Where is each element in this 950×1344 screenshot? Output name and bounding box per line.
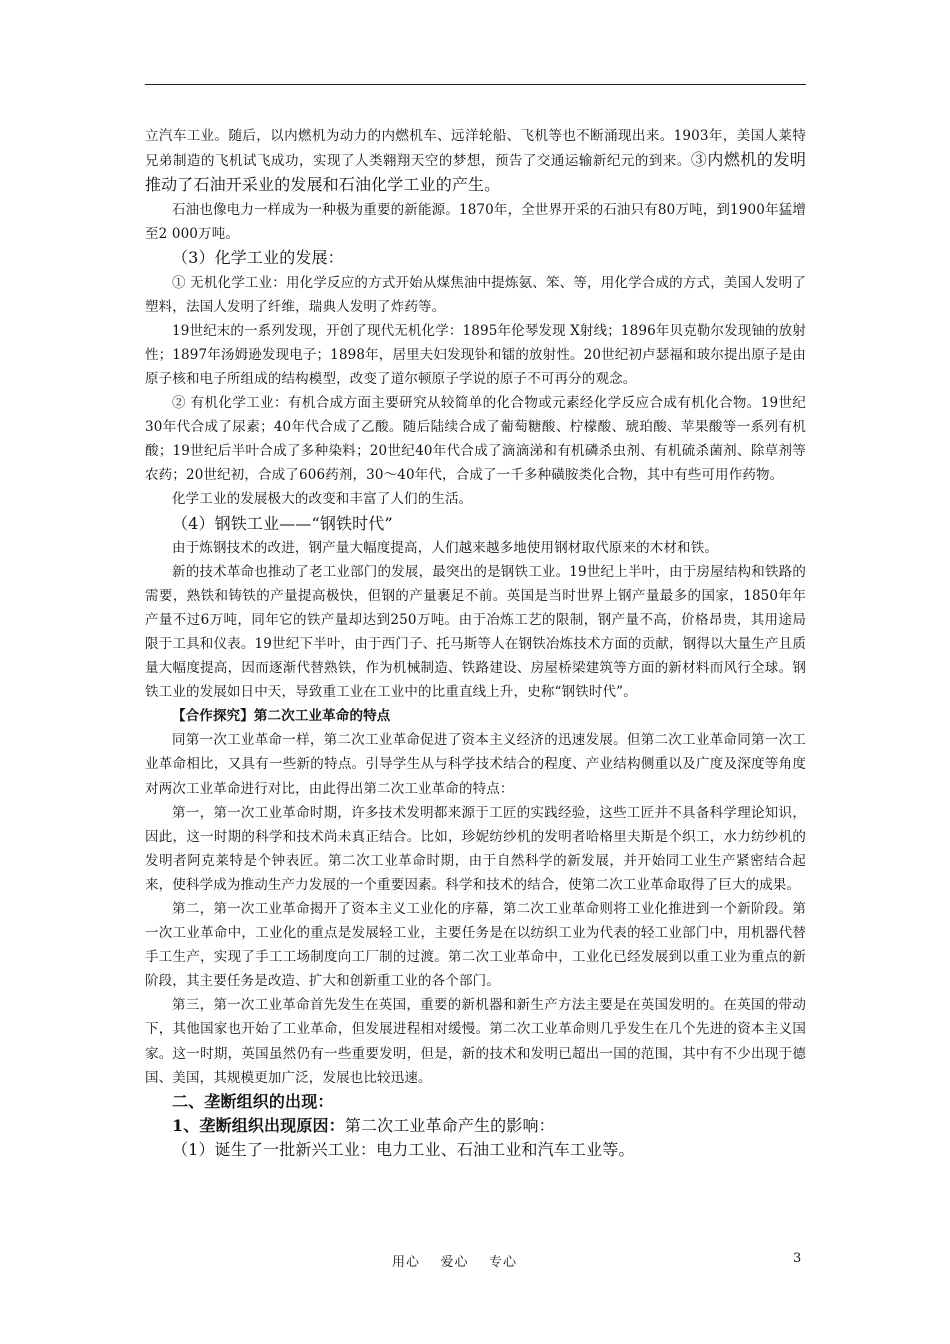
heading-monopoly-causes-rest: 第二次工业革命产生的影响：: [344, 1115, 555, 1135]
paragraph-discoveries: 19世纪末的一系列发现，开创了现代无机化学：1895年伦琴发现 X射线；1896年贝克勒尔发现铀的放射性；1897年汤姆逊发现电子；1898年，居里夫妇发现钋和镭的放射性。20世纪初卢瑟福和玻尔提出原子是由原子核和电子所组成的结构模型，改变了道尔顿原子学说的原子不可再分的观念。: [145, 322, 806, 387]
footer-motto: 用心 爱心 专心: [392, 1255, 518, 1270]
paragraph-feature-2: 第二，第一次工业革命揭开了资本主义工业化的序幕，第二次工业革命则将工业化推进到一个新阶段。第一次工业革命中，工业化的重点是发展轻工业，主要任务是在以纺织工业为代表的轻工业部门中，用机器代替手工生产，实现了手工工场制度向工厂制的过渡。第二次工业革命中，工业化已经发展到以重工业为重点的新阶段，其主要任务是改造、扩大和创新重工业的各个部门。: [145, 901, 806, 990]
heading-steel-industry: （4）钢铁工业——“钢铁时代”: [172, 513, 393, 533]
document-body: [145, 124, 806, 1162]
heading-cooperative-inquiry: 【合作探究】第二次工业革命的特点: [172, 708, 391, 725]
paragraph-features-intro: 同第一次工业革命一样，第二次工业革命促进了资本主义经济的迅速发展。但第二次工业革命同第一次工业革命相比，又具有一些新的特点。引导学生从与科学技术结合的程度、产业结构侧重以及广度及深度等角度对两次工业革命进行对比，由此得出第二次工业革命的特点：: [145, 732, 806, 797]
paragraph-organic: ② 有机化学工业：有机合成方面主要研究从较简单的化合物或元素经化学反应合成有机化合物。19世纪30年代合成了尿素；40年代合成了乙酸。随后陆续合成了葡萄糖酸、柠檬酸、琥珀酸、苹果酸等一系列有机酸；19世纪后半叶合成了多种染料；20世纪40年代合成了滴滴涕和有机磷杀虫剂、有机硫杀菌剂、除草剂等农药；20世纪初，合成了606药剂，30～40年代，合成了一千多种磺胺类化合物，其中有些可用作药物。: [145, 395, 806, 484]
paragraph-steel-intro: 由于炼钢技术的改进，钢产量大幅度提高，人们越来越多地使用钢材取代原来的木材和铁。: [172, 539, 718, 556]
header-rule: [145, 84, 806, 85]
paragraph-new-industries: （1）诞生了一批新兴工业：电力工业、石油工业和汽车工业等。: [172, 1139, 635, 1159]
heading-chemical-industry: （3）化学工业的发展：: [172, 248, 344, 268]
page-number: 3: [793, 1251, 802, 1266]
paragraph-inorganic: ① 无机化学工业：用化学反应的方式开始从煤焦油中提炼氨、笨、等，用化学合成的方式，美国人发明了塑料，法国人发明了纤维，瑞典人发明了炸药等。: [145, 274, 806, 315]
heading-monopoly-causes-label: 1、垄断组织出现原因：: [172, 1115, 345, 1135]
paragraph-feature-3: 第三，第一次工业革命首先发生在英国，重要的新机器和新生产方法主要是在英国发明的。在英国的带动下，其他国家也开始了工业革命，但发展进程相对缓慢。第二次工业革命则几乎发生在几个先进的资本主义国家。这一时期，英国虽然仍有一些重要发明，但是，新的技术和发明已超出一国的范围，其中有不少出现于德国、美国，其规模更加广泛，发展也比较迅速。: [145, 997, 806, 1086]
paragraph-chemical-impact: 化学工业的发展极大的改变和丰富了人们的生活。: [172, 491, 473, 508]
heading-monopoly-causes: [145, 1114, 806, 1138]
paragraph-steel-detail: 新的技术革命也推动了老工业部门的发展，最突出的是钢铁工业。19世纪上半叶，由于房屋结构和铁路的需要，熟铁和铸铁的产量提高极快，但钢的产量裹足不前。英国是当时世界上钢产量最多的国家，1850年年产量不过6万吨，同年它的铁产量却达到250万吨。由于冶炼工艺的限制，钢产量不高，价格昂贵，其用途局限于工具和仪表。19世纪下半叶，由于西门子、托马斯等人在钢铁冶炼技术方面的贡献，钢得以大量生产且质量大幅度提高，因而逐渐代替熟铁，作为机械制造、铁路建设、房屋桥梁建筑等方面的新材料而风行全球。钢铁工业的发展如日中天，导致重工业在工业中的比重直线上升，史称“钢铁时代”。: [145, 563, 806, 701]
paragraph-feature-1: 第一，第一次工业革命时期，许多技术发明都来源于工匠的实践经验，这些工匠并不具备科学理论知识，因此，这一时期的科学和技术尚未真正结合。比如，珍妮纺纱机的发明者哈格里夫斯是个织工，水力纺纱机的发明者阿克莱特是个钟表匠。第二次工业革命时期，由于自然科学的新发展，并开始同工业生产紧密结合起来，使科学成为推动生产力发展的一个重要因素。科学和技术的结合，使第二次工业革命取得了巨大的成果。: [145, 804, 806, 893]
paragraph-oil: 石油也像电力一样成为一种极为重要的新能源。1870年，全世界开采的石油只有80万吨，到1900年猛增至2 000万吨。: [145, 202, 806, 243]
paragraph-1a: 立汽车工业。随后，以内燃机为动力的内燃机车、远洋轮船、飞机等也不断涌现出来。1903年，美国人莱特兄弟制造的飞机试飞成功，实现了人类翱翔天空的梦想，预告了交通运输新纪元的到来。③内燃机的发明推动了石油开采业的发展和石油化学工业的产生。: [145, 128, 806, 195]
heading-monopoly: 二、垄断组织的出现：: [172, 1091, 334, 1111]
